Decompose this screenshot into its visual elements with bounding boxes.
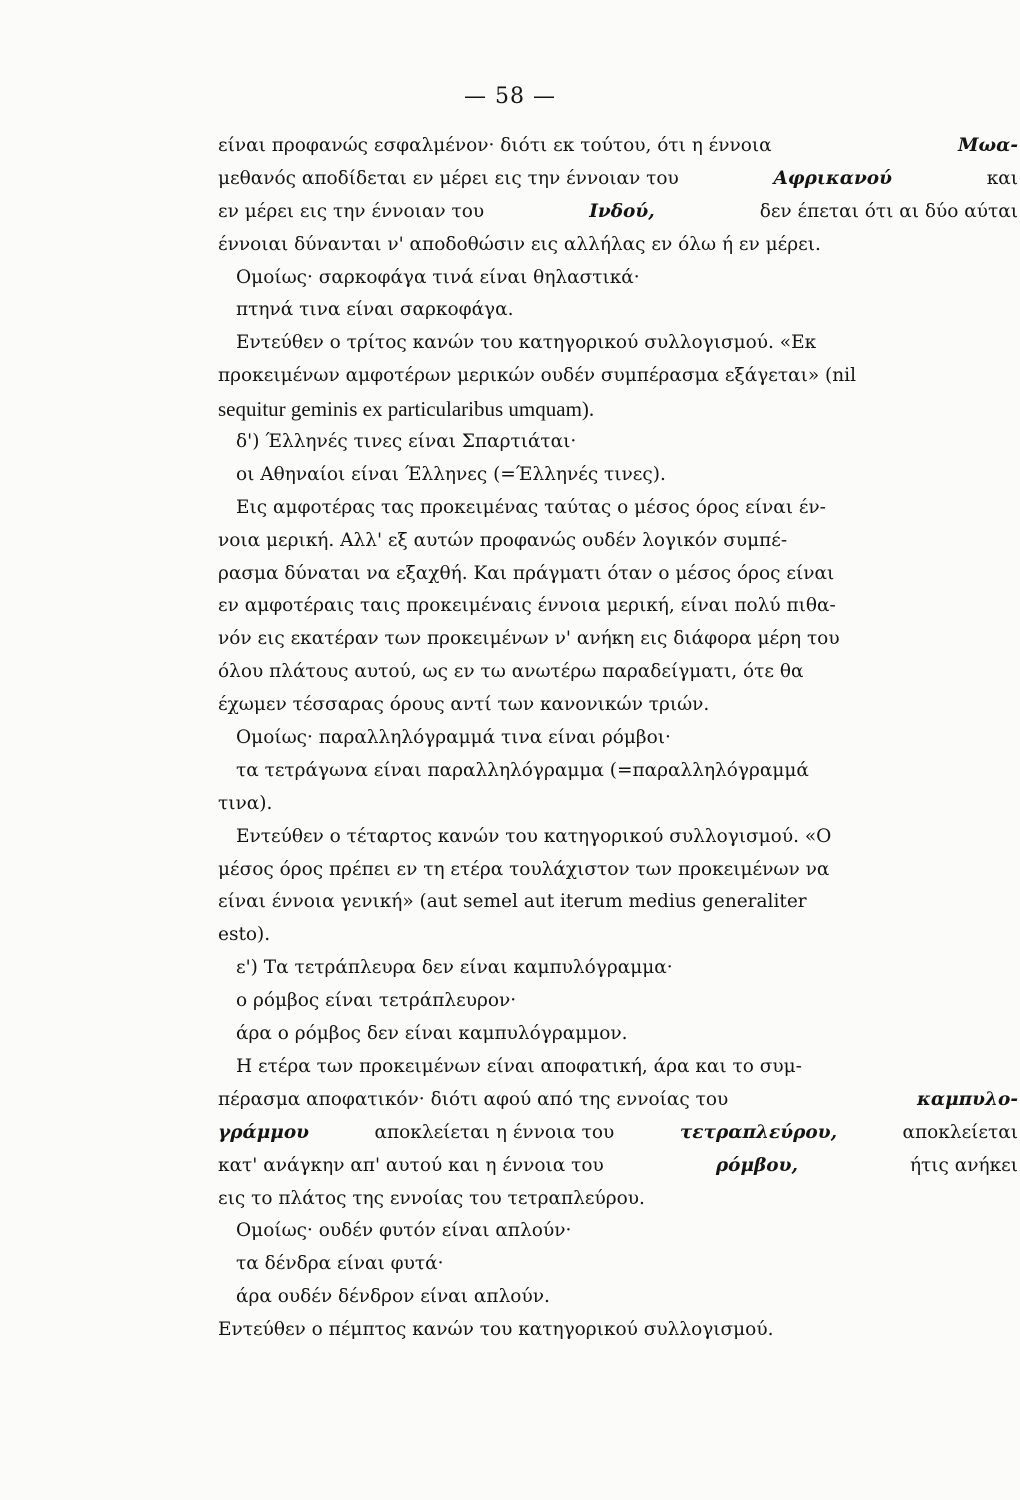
text-line: εν αμφοτέραις ταις προκειμέναις έννοια μερική, είναι πολύ πιθα- bbox=[218, 595, 836, 617]
syllogism-premise: Ομοίως· παραλληλόγραμμά τινα είναι ρόμβοι· bbox=[236, 727, 671, 749]
text-line: εν μέρει εις την έννοιαν του Ινδού, δεν έπεται ότι αι δύο αύται bbox=[218, 200, 1018, 222]
paragraph-start: Η ετέρα των προκειμένων είναι αποφατική, άρα και το συμ- bbox=[236, 1055, 802, 1077]
paragraph-start: Εις αμφοτέρας τας προκειμένας ταύτας ο μέσος όρος είναι έν- bbox=[236, 496, 826, 518]
text-line: μεθανός αποδίδεται εν μέρει εις την έννοιαν του Αφρικανού και bbox=[218, 167, 1018, 189]
text-line: esto). bbox=[218, 924, 271, 946]
text-line: Εντεύθεν ο πέμπτος κανών του κατηγορικού συλλογισμού. bbox=[218, 1319, 774, 1341]
text-line: γράμμου αποκλείεται η έννοια του τετραπλεύρου, αποκλείεται bbox=[218, 1121, 1018, 1143]
text-line: όλου πλάτους αυτού, ως εν τω ανωτέρω παραδείγματι, ότε θα bbox=[218, 661, 804, 683]
text-line: έχωμεν τέσσαρας όρους αντί των κανονικών τριών. bbox=[218, 694, 710, 716]
text-line: ρασμα δύναται να εξαχθή. Και πράγματι όταν ο μέσος όρος είναι bbox=[218, 562, 835, 584]
paragraph-start: Εντεύθεν ο τρίτος κανών του κατηγορικού συλλογισμού. «Εκ bbox=[236, 332, 817, 354]
syllogism-premise: πτηνά τινα είναι σαρκοφάγα. bbox=[236, 299, 514, 321]
text-line: νόν εις εκατέραν των προκειμένων ν' ανήκη εις διάφορα μέρη του bbox=[218, 628, 840, 650]
text-line: νοια μερική. Αλλ' εξ αυτών προφανώς ουδέν λογικόν συμπέ- bbox=[218, 529, 788, 551]
syllogism-conclusion: άρα ουδέν δένδρον είναι απλούν. bbox=[236, 1286, 550, 1308]
syllogism-premise: Ομοίως· ουδέν φυτόν είναι απλούν· bbox=[236, 1220, 572, 1242]
text-line: έννοιαι δύνανται ν' αποδοθώσιν εις αλλήλας εν όλω ή εν μέρει. bbox=[218, 233, 821, 255]
syllogism-premise: δ') Έλληνές τινες είναι Σπαρτιάται· bbox=[236, 431, 577, 453]
syllogism-premise: τα δένδρα είναι φυτά· bbox=[236, 1253, 444, 1275]
syllogism-premise: Ομοίως· σαρκοφάγα τινά είναι θηλαστικά· bbox=[236, 266, 640, 288]
syllogism-premise: ε') Τα τετράπλευρα δεν είναι καμπυλόγραμμα· bbox=[236, 957, 673, 979]
text-line: προκειμένων αμφοτέρων μερικών ουδέν συμπέρασμα εξάγεται» (nil bbox=[218, 365, 856, 387]
page-number: — 58 — bbox=[464, 84, 556, 109]
text-line: τινα). bbox=[218, 792, 273, 814]
latin-text-line: sequitur geminis ex particularibus umquam). bbox=[218, 397, 595, 422]
syllogism-premise: οι Αθηναίοι είναι Έλληνες (=Έλληνές τινες). bbox=[236, 463, 666, 485]
page-body bbox=[218, 130, 1018, 1347]
syllogism-premise: ο ρόμβος είναι τετράπλευρον· bbox=[236, 990, 517, 1012]
text-line: πέρασμα αποφατικόν· διότι αφού από της εννοίας του καμπυλο- bbox=[218, 1088, 1018, 1110]
syllogism-conclusion: άρα ο ρόμβος δεν είναι καμπυλόγραμμον. bbox=[236, 1023, 628, 1045]
text-line: κατ' ανάγκην απ' αυτού και η έννοια του ρόμβου, ήτις ανήκει bbox=[218, 1154, 1018, 1176]
paragraph-start: Εντεύθεν ο τέταρτος κανών του κατηγορικού συλλογισμού. «Ο bbox=[236, 825, 832, 847]
text-line: είναι προφανώς εσφαλμένον· διότι εκ τούτου, ότι η έννοια Μωα- bbox=[218, 135, 1018, 156]
text-line: μέσος όρος πρέπει εν τη ετέρα τουλάχιστον των προκειμένων να bbox=[218, 858, 830, 880]
text-line: εις το πλάτος της εννοίας του τετραπλεύρου. bbox=[218, 1187, 645, 1209]
text-line: είναι έννοια γενική» (aut semel aut iterum medius generaliter bbox=[218, 891, 807, 913]
syllogism-premise: τα τετράγωνα είναι παραλληλόγραμμα (=παραλληλόγραμμά bbox=[236, 759, 809, 781]
